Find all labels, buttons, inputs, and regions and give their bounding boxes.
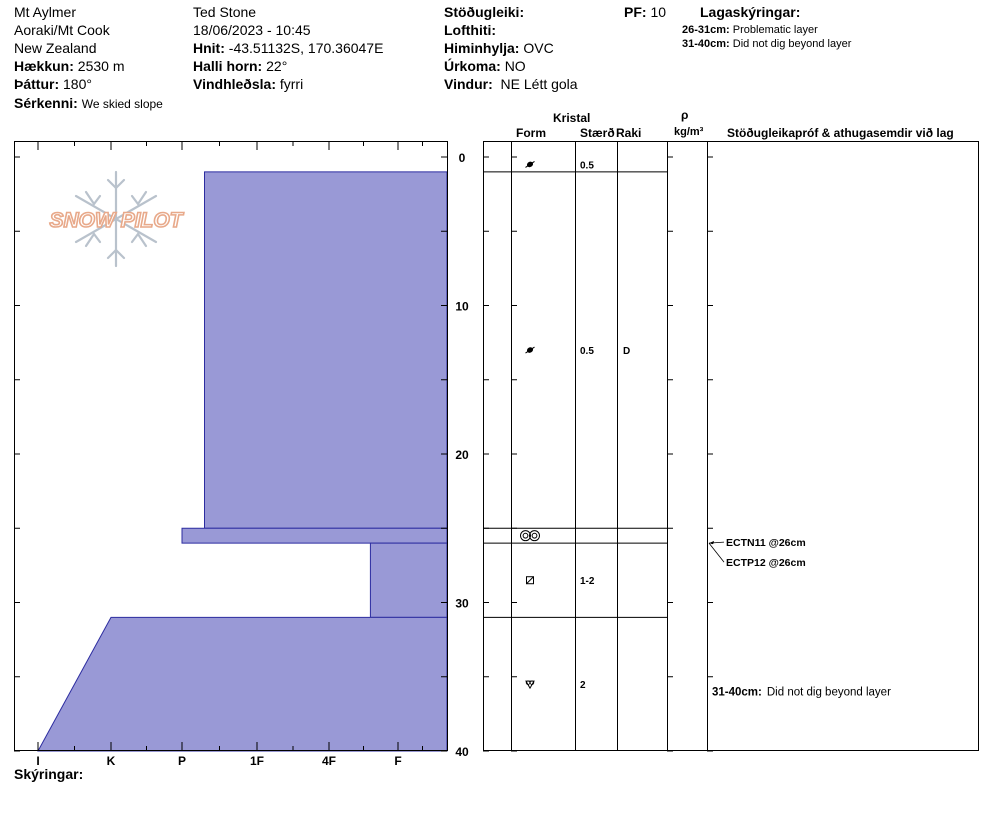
region-name: Aoraki/Mt Cook <box>14 22 110 38</box>
hardness-layer <box>182 528 447 543</box>
glyph-inner <box>523 533 528 538</box>
table-depth-ticks <box>483 157 713 751</box>
depth-hoar-icon <box>526 681 534 688</box>
elevation-value: 2530 m <box>77 58 125 74</box>
observation-datetime: 18/06/2023 - 10:45 <box>193 22 311 38</box>
wind-label: Vindur: <box>444 76 493 92</box>
decomposing-fragments-icon <box>526 346 535 354</box>
moisture-header: Raki <box>616 126 642 140</box>
stability-test-label: ECTN11 @26cm <box>726 537 806 550</box>
legend-item-range: 26-31cm: <box>682 24 730 36</box>
glyph-diagonal <box>527 577 534 584</box>
test-leader-line <box>709 543 724 562</box>
legend-item-text: Problematic layer <box>732 24 818 36</box>
observer-name: Ted Stone <box>193 4 257 20</box>
form-header: Form <box>516 126 546 140</box>
logo-text: SNOW PILOT <box>49 209 183 232</box>
layer-table-frame <box>484 142 979 751</box>
wind-value: NE Létt gola <box>500 76 578 92</box>
hardness-layer <box>370 543 447 617</box>
stability-test-label: ECTP12 @26cm <box>726 557 806 570</box>
layer-table <box>483 141 979 751</box>
layer-size: 0.5 <box>580 160 594 172</box>
elevation-label: Hækkun: <box>14 58 74 74</box>
depth-tick-label: 30 <box>455 596 469 611</box>
coords-value: -43.51132S, 170.36047E <box>228 40 384 56</box>
hardness-axis <box>36 754 401 768</box>
legend-title: Lagaskýringar: <box>700 4 801 20</box>
hardness-tick-label: F <box>394 754 402 768</box>
hardness-profile <box>38 172 447 751</box>
rho-header: ρ <box>681 108 689 122</box>
layer-size: 0.5 <box>580 346 594 358</box>
layer-size: 1-2 <box>580 576 595 588</box>
layer-comment <box>712 687 891 699</box>
size-header: Stærð <box>580 126 615 140</box>
depth-tick-label: 0 <box>458 151 466 165</box>
aspect-value: 180° <box>63 76 92 92</box>
snow-pilot-logo <box>50 172 185 266</box>
hardness-tick-label: 1F <box>249 754 265 768</box>
hardness-layer <box>38 617 447 751</box>
wind-loading-value: fyrri <box>279 76 304 92</box>
glyph-inner <box>532 533 537 538</box>
slope-value: 22° <box>266 58 288 74</box>
sky-value: OVC <box>523 40 554 56</box>
pf-label: PF: <box>624 4 647 20</box>
hardness-tick-label: I <box>36 754 40 768</box>
hardness-tick-label: P <box>177 754 187 768</box>
layer-moisture: D <box>623 346 631 358</box>
hardness-tick-label: 4F <box>321 754 337 768</box>
slope-label: Halli horn: <box>193 58 263 74</box>
coords-label: Hnit: <box>193 40 225 56</box>
hardness-layer <box>205 172 448 528</box>
depth-tick-label: 40 <box>455 745 469 759</box>
stability-label: Stöðugleiki: <box>444 4 525 20</box>
faceted-crystals-icon <box>527 577 534 584</box>
aspect-label: Þáttur: <box>14 76 60 92</box>
layer-comment-range: 31-40cm: <box>712 686 762 699</box>
location-name: Mt Aylmer <box>14 4 76 20</box>
sky-label: Himinhylja: <box>444 40 520 56</box>
depth-tick-label: 20 <box>455 448 469 462</box>
air-temp-label: Lofthiti: <box>444 22 497 38</box>
layer-size: 2 <box>580 680 586 692</box>
precip-value: NO <box>504 58 526 74</box>
melt-forms-icon <box>521 531 540 541</box>
depth-tick-label: 10 <box>455 299 469 314</box>
country-name: New Zealand <box>14 40 97 56</box>
hardness-tick-label: K <box>106 754 116 768</box>
wind-loading-label: Vindhleðsla: <box>193 76 276 92</box>
decomposing-fragments-icon <box>526 161 535 169</box>
legend-item-range: 31-40cm: <box>682 38 730 50</box>
legend-item-text: Did not dig beyond layer <box>732 38 852 50</box>
layer-comment-text: Did not dig beyond layer <box>766 686 891 699</box>
notes-label: Skýringar: <box>14 766 84 782</box>
features-label: Sérkenni: <box>14 95 78 111</box>
precip-label: Úrkoma: <box>444 58 501 74</box>
density-unit-header: kg/m³ <box>674 126 704 138</box>
comments-header: Stöðugleikapróf & athugasemdir við lag <box>727 126 954 140</box>
pf-value: 10 <box>650 4 667 20</box>
features-value: We skied slope <box>81 97 163 111</box>
stability-tests <box>709 537 891 699</box>
crystal-header: Kristal <box>553 111 591 125</box>
